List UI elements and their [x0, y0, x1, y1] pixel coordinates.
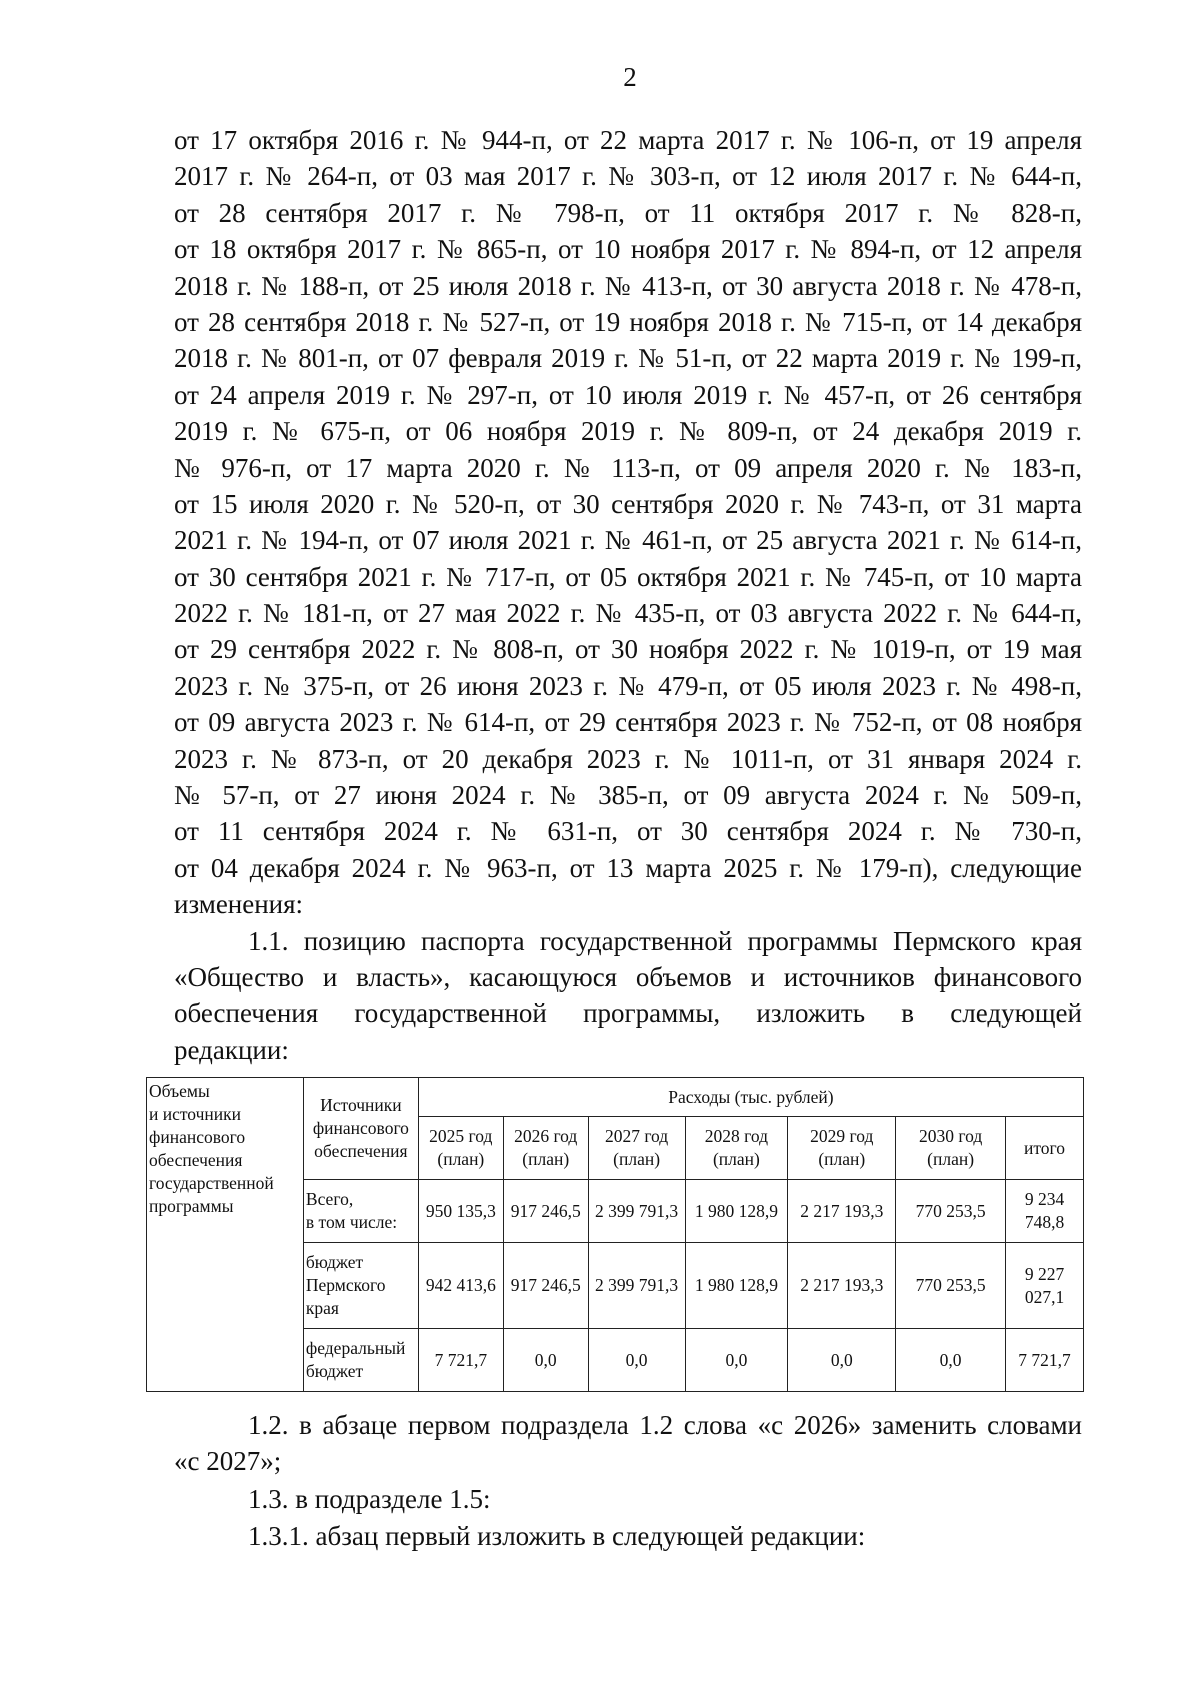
table-cell: 9 227 027,1: [1006, 1243, 1084, 1329]
page-number: 2: [623, 62, 637, 92]
body-line: 2017 г. № 264-п, от 03 мая 2017 г. № 303-п, от 12 июля 2017 г. № 644-п,: [174, 161, 1082, 192]
body-line: от 04 декабря 2024 г. № 963-п, от 13 марта 2025 г. № 179-п), следующие: [174, 852, 1082, 883]
table-year-header: 2025 год (план): [418, 1117, 503, 1180]
table-cell: 942 413,6: [418, 1243, 503, 1329]
para-1-1-line: обеспечения государственной программы, изложить в следующей: [174, 998, 1082, 1029]
body-line: от 15 июля 2020 г. № 520-п, от 30 сентября 2020 г. № 743-п, от 31 марта: [174, 488, 1082, 519]
row-label: Всего, в том числе:: [303, 1180, 418, 1243]
tail-text: [174, 1407, 1082, 1555]
table-cell: 0,0: [588, 1329, 685, 1392]
para-1-1-line: 1.1. позицию паспорта государственной программы Пермского края: [248, 925, 1082, 956]
table-cell: 1 980 128,9: [685, 1180, 788, 1243]
table-cell: 770 253,5: [896, 1180, 1006, 1243]
para-1-2-line: 1.2. в абзаце первом подраздела 1.2 слова «с 2026» заменить словами: [248, 1410, 1082, 1440]
body-line: 2022 г. № 181-п, от 27 мая 2022 г. № 435-п, от 03 августа 2022 г. № 644-п,: [174, 598, 1082, 629]
table-cell: 0,0: [503, 1329, 588, 1392]
para-1-3-line: 1.3. в подразделе 1.5:: [248, 1483, 491, 1514]
table-cell: 7 721,7: [418, 1329, 503, 1392]
table-cell: 770 253,5: [896, 1243, 1006, 1329]
row-label: федеральный бюджет: [303, 1329, 418, 1392]
para-1-3-1-line: 1.3.1. абзац первый изложить в следующей редакции:: [248, 1521, 866, 1552]
body-line: изменения:: [174, 889, 304, 920]
table-year-header: 2030 год (план): [896, 1117, 1006, 1180]
table-cell: 9 234 748,8: [1006, 1180, 1084, 1243]
table-cell: 917 246,5: [503, 1180, 588, 1243]
body-line: от 28 сентября 2018 г. № 527-п, от 19 ноября 2018 г. № 715-п, от 14 декабря: [174, 306, 1082, 337]
body-line: 2023 г. № 375-п, от 26 июня 2023 г. № 479-п, от 05 июля 2023 г. № 498-п,: [174, 670, 1082, 701]
table-cell: 0,0: [685, 1329, 788, 1392]
table-cell: 917 246,5: [503, 1243, 588, 1329]
para-1-1-line: «Общество и власть», касающуюся объемов и источников финансового: [174, 961, 1082, 992]
body-line: от 28 сентября 2017 г. № 798-п, от 11 октября 2017 г. № 828-п,: [174, 197, 1082, 228]
body-line: 2018 г. № 188-п, от 25 июля 2018 г. № 413-п, от 30 августа 2018 г. № 478-п,: [174, 270, 1082, 301]
body-line: 2021 г. № 194-п, от 07 июля 2021 г. № 461-п, от 25 августа 2021 г. № 614-п,: [174, 525, 1082, 556]
table-year-header: 2027 год (план): [588, 1117, 685, 1180]
table-year-header: 2026 год (план): [503, 1117, 588, 1180]
table-cell: 7 721,7: [1006, 1329, 1084, 1392]
table-cell: 2 217 193,3: [788, 1180, 896, 1243]
row-label: бюджет Пермского края: [303, 1243, 418, 1329]
body-line: 2019 г. № 675-п, от 06 ноября 2019 г. № 809-п, от 24 декабря 2019 г.: [174, 416, 1082, 447]
table-cell: 0,0: [896, 1329, 1006, 1392]
table-cell: 2 217 193,3: [788, 1243, 896, 1329]
para-1-2-line: «с 2027»;: [174, 1446, 282, 1477]
table-header-sources: Источники финансового обеспечения: [303, 1078, 418, 1180]
body-line: от 30 сентября 2021 г. № 717-п, от 05 октября 2021 г. № 745-п, от 10 марта: [174, 561, 1082, 592]
table-cell: 0,0: [788, 1329, 896, 1392]
body-line: № 976-п, от 17 марта 2020 г. № 113-п, от 09 апреля 2020 г. № 183-п,: [174, 452, 1082, 483]
body-line: от 24 апреля 2019 г. № 297-п, от 10 июля 2019 г. № 457-п, от 26 сентября: [174, 379, 1082, 410]
body-line: от 29 сентября 2022 г. № 808-п, от 30 ноября 2022 г. № 1019-п, от 19 мая: [174, 634, 1082, 665]
table-cell: 1 980 128,9: [685, 1243, 788, 1329]
table-header-volumes: Объемы и источники финансового обеспечения государственной программы: [147, 1078, 304, 1392]
body-text: [174, 122, 1082, 1068]
body-line: 2018 г. № 801-п, от 07 февраля 2019 г. № 51-п, от 22 марта 2019 г. № 199-п,: [174, 343, 1082, 374]
table-total-header: итого: [1006, 1117, 1084, 1180]
table-year-header: 2029 год (план): [788, 1117, 896, 1180]
body-line: от 11 сентября 2024 г. № 631-п, от 30 сентября 2024 г. № 730-п,: [174, 816, 1082, 847]
body-line: от 17 октября 2016 г. № 944-п, от 22 марта 2017 г. № 106-п, от 19 апреля: [174, 125, 1082, 155]
table-cell: 2 399 791,3: [588, 1180, 685, 1243]
body-line: от 09 августа 2023 г. № 614-п, от 29 сентября 2023 г. № 752-п, от 08 ноября: [174, 707, 1082, 738]
body-line: от 18 октября 2017 г. № 865-п, от 10 ноября 2017 г. № 894-п, от 12 апреля: [174, 234, 1082, 265]
table-cell: 2 399 791,3: [588, 1243, 685, 1329]
para-1-1-line: редакции:: [174, 1034, 289, 1065]
table-year-header: 2028 год (план): [685, 1117, 788, 1180]
financing-table: [146, 1077, 1084, 1392]
table-header-expenses: Расходы (тыс. рублей): [418, 1078, 1083, 1117]
body-line: № 57-п, от 27 июня 2024 г. № 385-п, от 09 августа 2024 г. № 509-п,: [174, 780, 1082, 811]
table-cell: 950 135,3: [418, 1180, 503, 1243]
body-line: 2023 г. № 873-п, от 20 декабря 2023 г. № 1011-п, от 31 января 2024 г.: [174, 743, 1082, 774]
